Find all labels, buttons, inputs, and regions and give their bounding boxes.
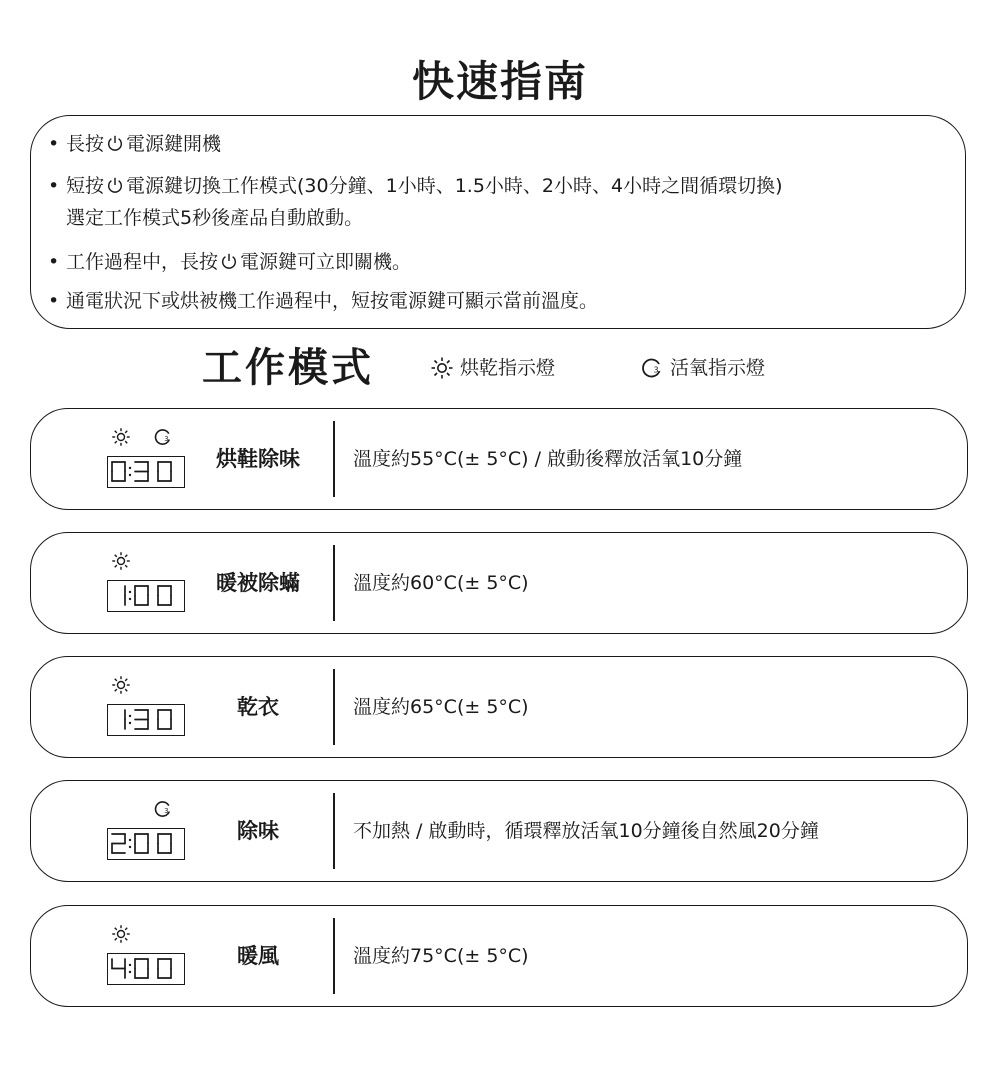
lcd-digits xyxy=(108,829,183,858)
lcd-display xyxy=(107,456,185,488)
legend-heat-label: 烘乾指示燈 xyxy=(460,357,556,379)
lcd-colon xyxy=(129,467,131,469)
lcd-digit xyxy=(112,959,125,978)
ion-icon xyxy=(153,427,173,447)
divider xyxy=(333,918,335,994)
sun-icon xyxy=(111,924,131,944)
mode-description: 溫度約60°C(± 5°C) xyxy=(353,572,529,594)
lcd-digits xyxy=(108,581,183,610)
legend-heat xyxy=(430,354,555,382)
mode-name: 暖被除蟎 xyxy=(216,571,300,595)
bullet: • xyxy=(48,251,60,273)
indicator-icons xyxy=(111,675,191,699)
lcd-display xyxy=(107,580,185,612)
lcd-colon xyxy=(129,598,131,600)
mode-name: 暖風 xyxy=(237,944,279,968)
lcd-display xyxy=(107,953,185,985)
lcd-display xyxy=(107,828,185,860)
mode-description: 溫度約55°C(± 5°C) / 啟動後釋放活氧10分鐘 xyxy=(353,448,743,470)
bullet: • xyxy=(48,133,60,155)
lcd-colon xyxy=(129,964,131,966)
divider xyxy=(333,669,335,745)
lcd-colon xyxy=(129,971,131,973)
svg-text:3: 3 xyxy=(164,434,169,443)
lcd-colon xyxy=(129,474,131,476)
svg-text:3: 3 xyxy=(164,806,169,815)
lcd-display xyxy=(107,704,185,736)
lcd-digit xyxy=(135,834,148,853)
guide-line-4: • 工作過程中，長按 電源鍵可立即關機。 xyxy=(48,251,412,273)
mode-description: 溫度約75°C(± 5°C) xyxy=(353,945,529,967)
sun-icon xyxy=(111,551,131,571)
svg-text:3: 3 xyxy=(653,365,659,375)
guide-line-5: • 通電狀況下或烘被機工作過程中，短按電源鍵可顯示當前溫度。 xyxy=(48,290,599,312)
mode-name: 烘鞋除味 xyxy=(216,447,300,471)
mode-name: 除味 xyxy=(237,819,279,843)
power-icon xyxy=(106,134,124,152)
lcd-colon xyxy=(129,591,131,593)
lcd-digit xyxy=(158,959,171,978)
sun-icon xyxy=(111,427,131,447)
divider xyxy=(333,545,335,621)
mode-card xyxy=(30,408,968,510)
lcd-digit xyxy=(135,710,148,729)
mode-description: 溫度約65°C(± 5°C) xyxy=(353,696,529,718)
lcd-digits xyxy=(108,705,183,734)
bullet: • xyxy=(48,290,60,312)
guide-line-1: • 長按 電源鍵開機 xyxy=(48,133,222,155)
divider xyxy=(333,793,335,869)
mode-name: 乾衣 xyxy=(237,695,279,719)
sun-icon xyxy=(111,675,131,695)
lcd-digit xyxy=(135,462,148,481)
indicator-icons xyxy=(111,924,191,948)
legend-ion-label: 活氧指示燈 xyxy=(670,357,766,379)
mode-card xyxy=(30,780,968,882)
mode-section-title: 工作模式 xyxy=(202,345,374,391)
lcd-digit xyxy=(158,586,171,605)
guide-line-3: 選定工作模式5秒後產品自動啟動。 xyxy=(66,207,364,229)
guide-line-2: • 短按 電源鍵切換工作模式(30分鐘、1小時、1.5小時、2小時、4小時之間循環切換) xyxy=(48,175,783,197)
mode-description: 不加熱 / 啟動時，循環釋放活氧10分鐘後自然風20分鐘 xyxy=(353,820,819,842)
lcd-digit xyxy=(112,462,125,481)
mode-section-header xyxy=(0,340,1000,396)
lcd-colon xyxy=(129,722,131,724)
lcd-digits xyxy=(108,457,183,486)
indicator-icons xyxy=(111,799,191,823)
power-icon xyxy=(220,252,238,270)
sun-icon xyxy=(430,356,454,380)
legend-ion xyxy=(640,354,765,382)
page-title: 快速指南 xyxy=(411,57,588,106)
lcd-digit xyxy=(135,959,148,978)
indicator-icons xyxy=(111,427,191,451)
lcd-colon xyxy=(129,839,131,841)
ion-icon xyxy=(640,356,664,380)
lcd-digit xyxy=(135,586,148,605)
lcd-digit xyxy=(158,462,171,481)
mode-card xyxy=(30,532,968,634)
mode-card xyxy=(30,905,968,1007)
indicator-icons xyxy=(111,551,191,575)
lcd-digit xyxy=(158,710,171,729)
ion-icon xyxy=(153,799,173,819)
bullet: • xyxy=(48,175,60,197)
power-icon xyxy=(106,176,124,194)
lcd-colon xyxy=(129,846,131,848)
lcd-digit xyxy=(158,834,171,853)
lcd-colon xyxy=(129,715,131,717)
mode-card xyxy=(30,656,968,758)
divider xyxy=(333,421,335,497)
lcd-digit xyxy=(112,834,125,853)
lcd-digits xyxy=(108,954,183,983)
